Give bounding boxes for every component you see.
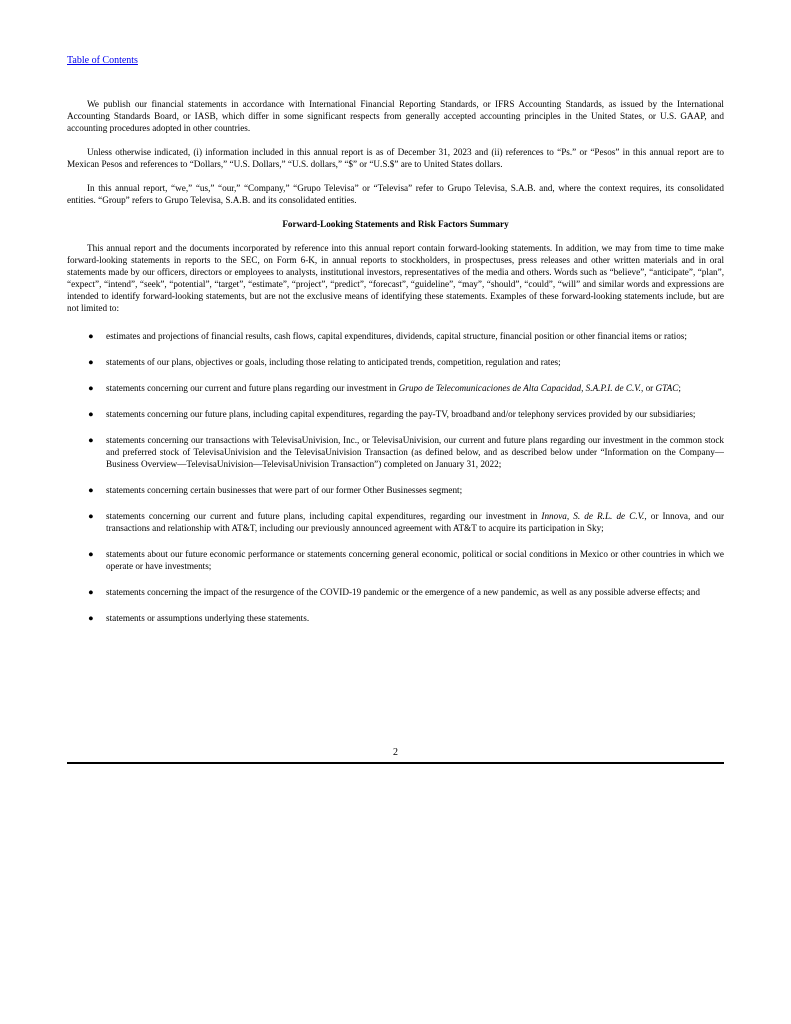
list-item-text: statements of our plans, objectives or goals, including those relating to anticipated trends, competition, regulation and rates;	[106, 357, 561, 367]
list-item-text: estimates and projections of financial results, cash flows, capital expenditures, dividends, capital structure, financial position or other financial items or ratios;	[106, 331, 687, 341]
list-item-text: statements concerning our future plans, including capital expenditures, regarding the pay-TV, broadband and/or telephony services provided by our subsidiaries;	[106, 409, 696, 419]
list-item	[67, 548, 724, 572]
bullet-marker: ●	[88, 331, 94, 341]
table-of-contents-link[interactable]: Table of Contents	[67, 55, 138, 66]
list-item-text: statements about our future economic performance or statements concerning general economic, political or social conditions in Mexico or other countries in which we operate or have investments;	[106, 549, 724, 571]
bullet-marker: ●	[88, 549, 94, 559]
intro-paragraph-definitions-company: In this annual report, “we,” “us,” “our,” “Company,” “Grupo Televisa” or “Televisa” refer to Grupo Televisa, S.A.B. and, where the context requires, its consolidated entities. “Group” refers to Grupo Televisa, S.A.B. and its consolidated entities.	[67, 183, 724, 205]
list-item-text: statements concerning our transactions with TelevisaUnivision, Inc., or TelevisaUnivision, our current and future plans regarding our investment in the common stock and preferred stock of TelevisaUnivision and the TelevisaUnivision Transaction (as defined below, and as described below under “Information on the Company—Business Overview—TelevisaUnivision—TelevisaUnivision Transaction”) completed on January 31, 2022;	[106, 435, 724, 469]
list-item-text: statements concerning certain businesses that were part of our former Other Businesses segment;	[106, 485, 463, 495]
list-item	[67, 356, 724, 368]
list-item-text: statements or assumptions underlying these statements.	[106, 613, 310, 623]
bullet-marker: ●	[88, 357, 94, 367]
list-item	[67, 586, 724, 598]
list-item	[67, 330, 724, 342]
list-item	[67, 434, 724, 470]
list-item	[67, 484, 724, 496]
bullet-marker: ●	[88, 435, 94, 445]
list-item-italic-text: Innova, S. de R.L. de C.V.	[541, 511, 645, 521]
bullet-marker: ●	[88, 409, 94, 419]
list-item-text: ;	[678, 383, 681, 393]
list-item	[67, 382, 724, 394]
forward-looking-paragraph: This annual report and the documents incorporated by reference into this annual report contain forward-looking statements. In addition, we may from time to time make forward-looking statements in reports to the SEC, on Form 6-K, in annual reports to stockholders, in prospectuses, press releases and other written materials and in oral statements made by our officers, directors or employees to analysts, institutional investors, representatives of the media and others. Words such as “believe”, “anticipate”, “plan”, “expect”, “intend”, “seek”, “potential”, “target”, “estimate”, “project”, “predict”, “forecast”, “guideline”, “may”, “should”, “could”, “will” and similar words and expressions are intended to identify forward-looking statements, but are not the exclusive means of identifying these statements. Examples of these forward-looking statements include, but are not limited to:	[67, 243, 724, 313]
bullet-marker: ●	[88, 485, 94, 495]
section-heading: Forward-Looking Statements and Risk Factors Summary	[282, 219, 509, 229]
intro-paragraph-definitions-currency: Unless otherwise indicated, (i) information included in this annual report is as of December 31, 2023 and (ii) references to “Ps.” or “Pesos” in this annual report are to Mexican Pesos and references to “Dollars,” “U.S. Dollars,” “U.S. dollars,” “$” or “U.S.$” are to United States dollars.	[67, 147, 724, 169]
page-number: 2	[393, 747, 398, 758]
list-item	[67, 510, 724, 534]
intro-paragraph-ifrs: We publish our financial statements in accordance with International Financial Reporting Standards, or IFRS Accounting Standards, as issued by the International Accounting Standards Board, or IASB, which differ in some significant respects from generally accepted accounting principles in the United States, or U.S. GAAP, and accounting procedures adopted in other countries.	[67, 99, 724, 133]
list-item	[67, 408, 724, 420]
page-divider	[67, 762, 724, 764]
bullet-marker: ●	[88, 511, 94, 521]
list-item-text: statements concerning our current and future plans, including capital expenditures, regarding our investment in	[106, 511, 542, 521]
list-item-italic-text: GTAC	[655, 383, 679, 393]
bullet-marker: ●	[88, 587, 94, 597]
list-item-text: or	[643, 383, 656, 393]
bullet-marker: ●	[88, 613, 94, 623]
list-item-text: statements concerning our current and future plans regarding our investment in	[106, 383, 399, 393]
list-item	[67, 612, 724, 624]
list-item-italic-text: Grupo de Telecomunicaciones de Alta Capacidad, S.A.P.I. de C.V.,	[398, 383, 644, 393]
list-item-text: , or Innova, and our transactions and relationship with AT&T, including our previously announced agreement with AT&T to acquire its participation in Sky;	[106, 511, 724, 533]
forward-looking-list	[67, 330, 724, 624]
list-item-text: statements concerning the impact of the resurgence of the COVID-19 pandemic or the emergence of a new pandemic, as well as any possible adverse effects; and	[106, 587, 700, 597]
document-body	[67, 98, 724, 638]
bullet-marker: ●	[88, 383, 94, 393]
